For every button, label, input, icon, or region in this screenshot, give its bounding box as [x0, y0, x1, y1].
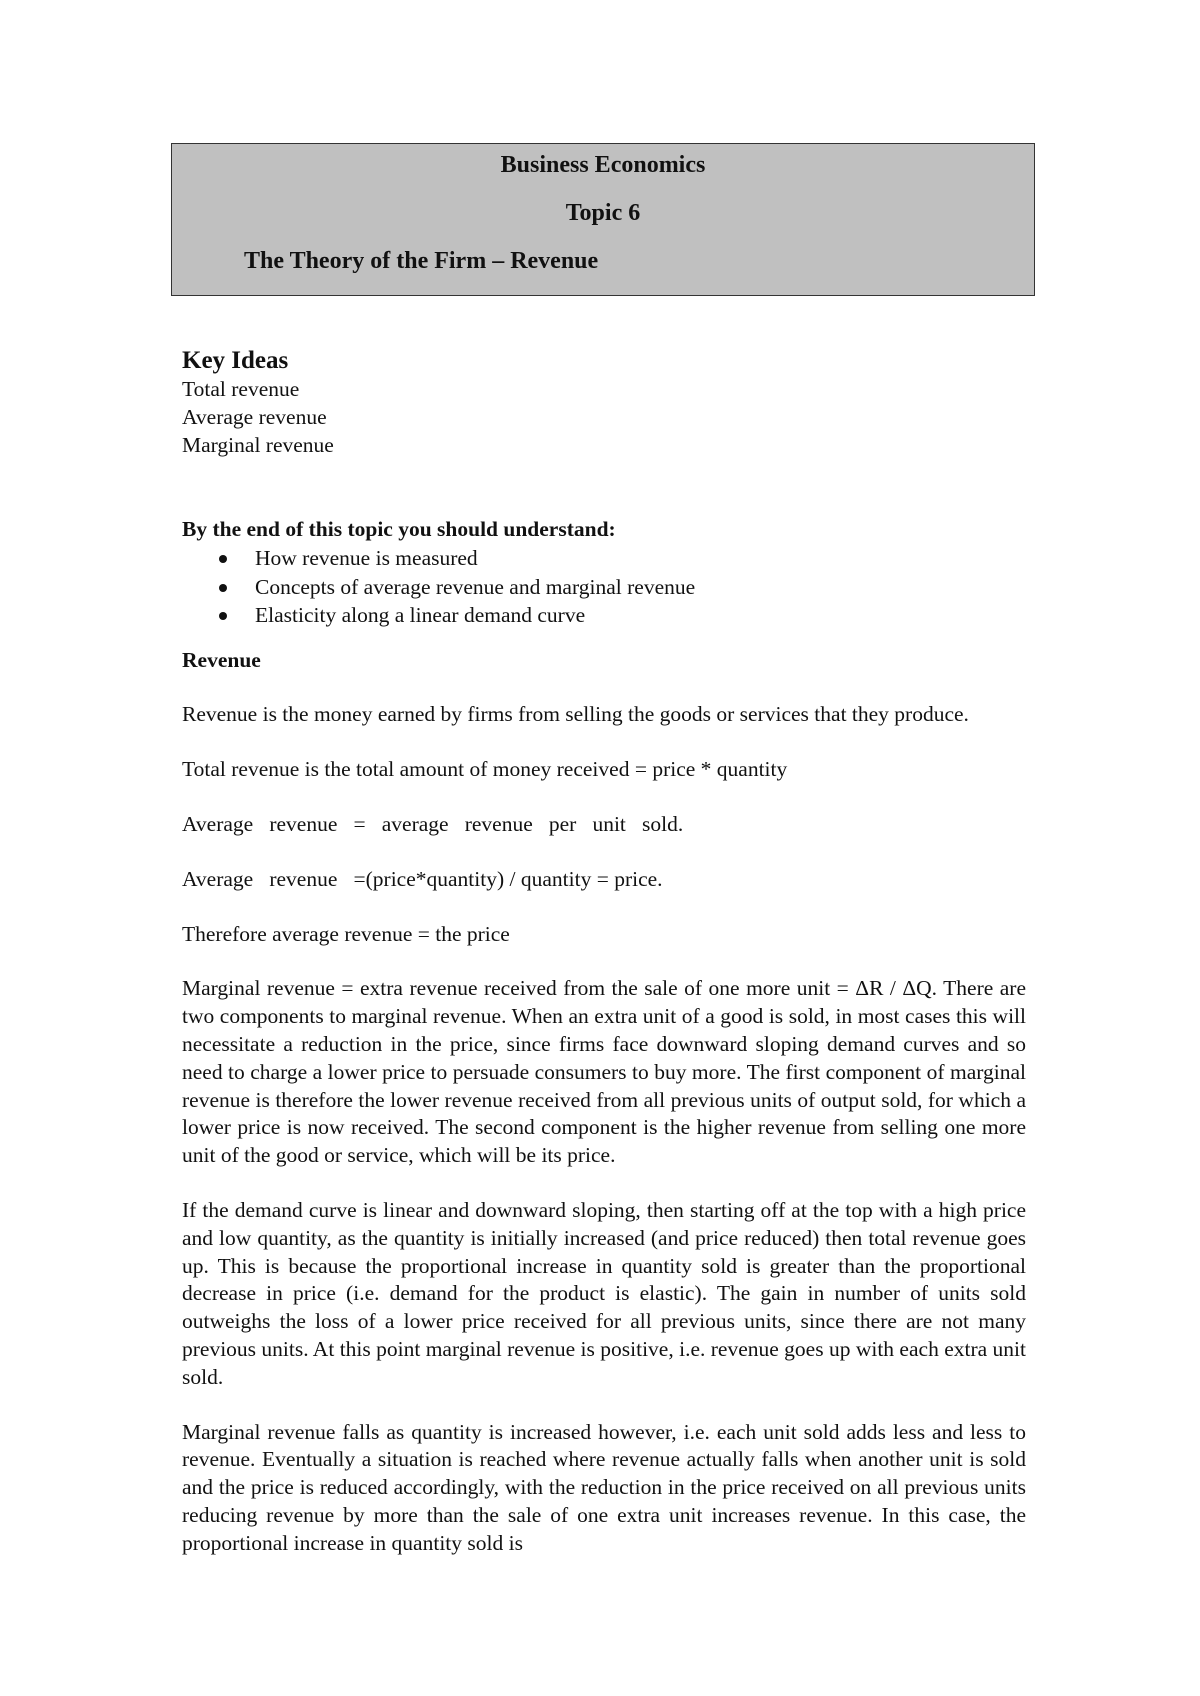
objective-text: How revenue is measured — [255, 546, 478, 571]
paragraph-marginal-revenue-falls: Marginal revenue falls as quantity is increased however, i.e. each unit sold adds less and less to revenue. Eventually a situation is reached where revenue actually falls when another unit is sold and the price is reduced accordingly, with the reduction in the price received on all previous units reducing revenue by more than the sale of one extra unit increases revenue. In this case, the proportional increase in quantity sold is — [182, 1419, 1026, 1555]
objectives-list — [182, 544, 1026, 630]
list-item — [182, 544, 1026, 573]
bullet-icon — [219, 612, 227, 620]
paragraph-average-equals-price: Therefore average revenue = the price — [182, 921, 510, 946]
bullet-icon — [219, 555, 227, 563]
key-idea-item: Marginal revenue — [182, 432, 334, 457]
paragraph-average-revenue-2: Average revenue =(price*quantity) / quantity = price. — [182, 866, 663, 891]
objective-text: Elasticity along a linear demand curve — [255, 603, 586, 628]
bullet-icon — [219, 584, 227, 592]
key-idea-item: Total revenue — [182, 377, 300, 401]
list-item — [182, 601, 1026, 630]
title-box — [171, 143, 1035, 296]
paragraph-linear-demand: If the demand curve is linear and downward sloping, then starting off at the top with a high price and low quantity, as the quantity is initially increased (and price reduced) then total revenue goes up. This is because the proportional increase in quantity sold is greater than the proportional decrease in price (i.e. demand for the product is elastic). The gain in number of units sold outweighs the loss of a lower price received for all previous units, since there are not many previous units. At this point marginal revenue is positive, i.e. revenue goes up with each extra unit sold. — [182, 1198, 1026, 1389]
spacer — [182, 459, 1026, 516]
objectives-heading: By the end of this topic you should understand: — [182, 517, 616, 542]
document-body — [182, 346, 1026, 1558]
topic-title: The Theory of the Firm – Revenue — [244, 248, 599, 274]
topic-number: Topic 6 — [565, 200, 641, 226]
list-item — [182, 573, 1026, 602]
revenue-heading: Revenue — [182, 647, 261, 672]
objective-text: Concepts of average revenue and marginal revenue — [255, 574, 696, 599]
key-ideas-heading: Key Ideas — [182, 347, 289, 374]
key-idea-item: Average revenue — [182, 404, 327, 429]
course-title: Business Economics — [500, 152, 706, 178]
paragraph-marginal-revenue: Marginal revenue = extra revenue received from the sale of one more unit = ΔR / ΔQ. There are two components to marginal revenue. When an extra unit of a good is sold, in most cases this will necessitate a reduction in the price, since firms face downward sloping demand curves and so need to charge a lower price to persuade consumers to buy more. The first component of marginal revenue is therefore the lower revenue received from all previous units of output sold, for which a lower price is now received. The second component is the higher revenue from selling one more unit of the good or service, which will be its price. — [182, 976, 1026, 1168]
paragraph-revenue-definition: Revenue is the money earned by firms from selling the goods or services that they produce. — [182, 702, 969, 727]
paragraph-total-revenue: Total revenue is the total amount of money received = price * quantity — [182, 757, 788, 782]
paragraph-average-revenue-1: Average revenue = average revenue per unit sold. — [182, 812, 684, 837]
